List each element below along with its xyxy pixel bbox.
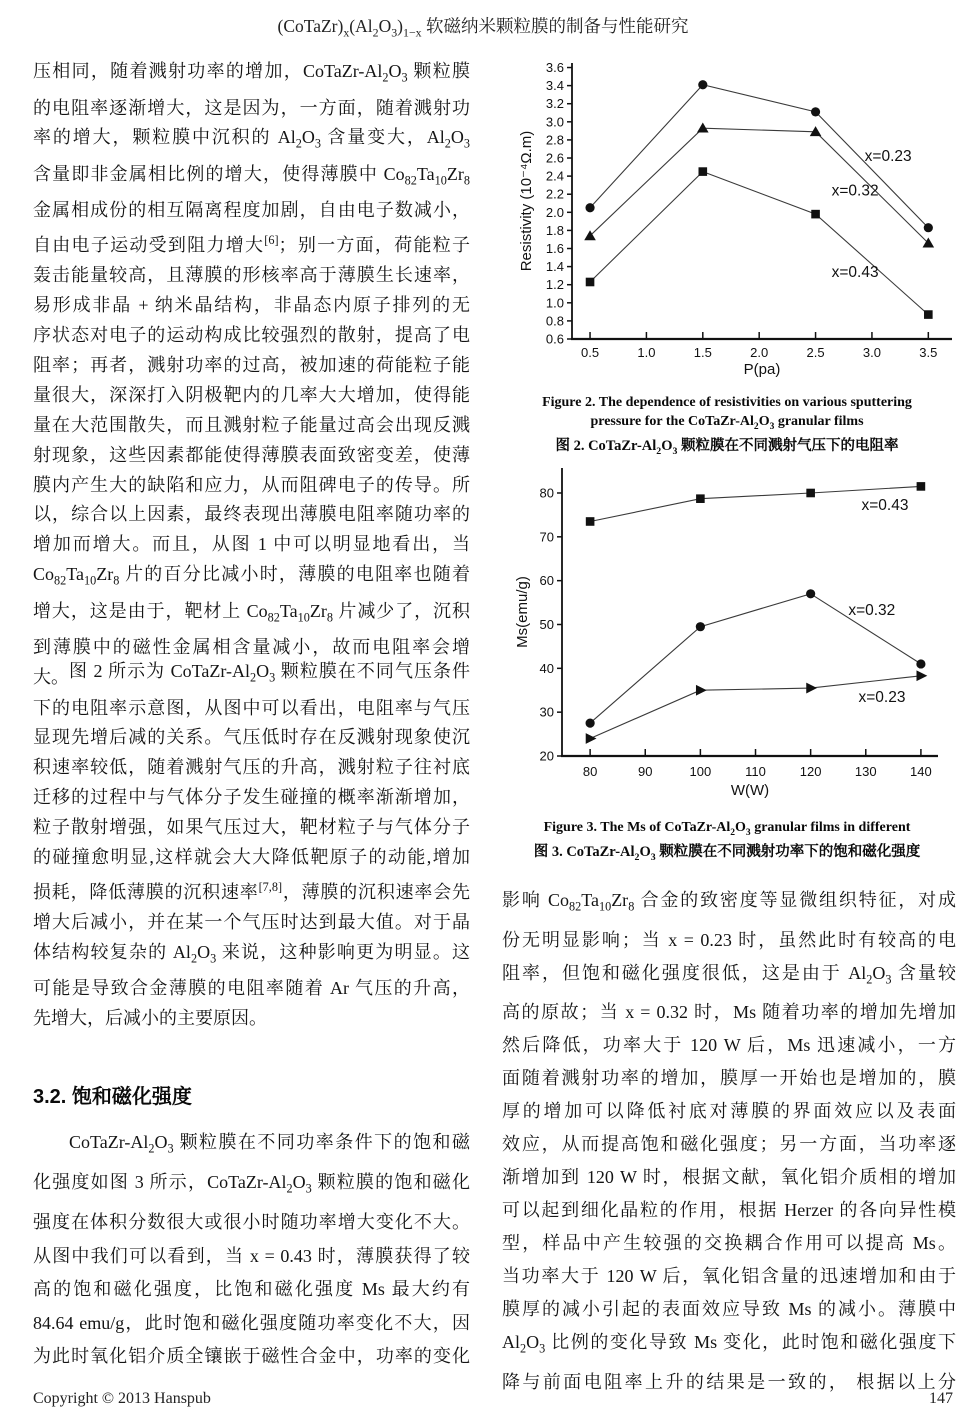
svg-text:1.8: 1.8 (545, 222, 564, 238)
figure2-caption (498, 394, 956, 462)
text-line: 膜厚的减小引起的表面效应导致 Ms 的减小。薄膜中 (502, 1299, 956, 1320)
text-line: 迁移的过程中与气体分子发生碰撞的概率渐渐增加， (33, 787, 470, 808)
figure3-caption (498, 819, 956, 868)
svg-text:2.0: 2.0 (545, 204, 564, 220)
text-line: 自由电子运动受到阻力增大[6]；别一方面，荷能粒子 (33, 233, 471, 256)
text-line: 可能是导致合金薄膜的电阻率随着 Ar 气压的升高， (33, 978, 470, 999)
text-line: 率的增大，颗粒膜中沉积的 $Al_2O_3$ 含量变大，$Al_2O_3$ (33, 127, 471, 151)
svg-text:1.0: 1.0 (545, 295, 564, 311)
svg-text:3.0: 3.0 (545, 114, 564, 130)
text-line: $Al_2O_3$ 比例的变化导致 Ms 变化，此时饱和磁化强度下 (502, 1332, 956, 1356)
text-line: 阻率，但饱和磁化强度很低，这是由于 $Al_2O_3$ 含量较 (502, 962, 957, 987)
text-line: 面随着溅射功率的增加，膜厚一开始也是增加的，膜 (502, 1068, 956, 1089)
text-line: 积速率较低，随着溅射气压的升高，溅射粒子往衬底 (33, 757, 470, 778)
svg-text:x=0.43: x=0.43 (831, 263, 879, 281)
figure3-caption-en: Figure 3. The Ms of CoTaZr-$Al_2O_3$ granular films in different (543, 820, 911, 838)
svg-text:80: 80 (539, 485, 554, 501)
text-line: 增加而增大。而且，从图 1 中可以明显地看出，当 (33, 534, 470, 555)
figure2-caption-en-line1: Figure 2. The dependence of resistivities on various sputtering (542, 395, 912, 410)
text-line: 的碰撞愈明显,这样就会大大降低靶原子的动能,增加 (33, 847, 470, 868)
svg-text:1.6: 1.6 (545, 241, 564, 257)
paragraph-ms-discussion (502, 884, 956, 1399)
svg-text:0.6: 0.6 (545, 331, 564, 347)
svg-text:2.4: 2.4 (545, 168, 564, 184)
text-line: 损耗，降低薄膜的沉积速率[7,8]，薄膜的沉积速率会先 (33, 879, 471, 902)
svg-text:70: 70 (539, 529, 554, 545)
svg-text:0.8: 0.8 (545, 313, 564, 329)
svg-text:W(W): W(W) (730, 782, 770, 798)
text-line: 然后降低，功率大于 120 W 后，Ms 迅速减小，一方 (502, 1035, 956, 1056)
text-line: 大。 (33, 667, 69, 688)
text-line: 渐增加到 120 W 时，根据文献，氧化铝介质相的增加 (502, 1167, 956, 1188)
text-line: 体结构较复杂的 $Al_2O_3$ 来说，这种影响更为明显。这 (33, 941, 471, 966)
svg-text:1.4: 1.4 (545, 259, 564, 275)
svg-text:3.2: 3.2 (545, 96, 564, 112)
text-line: 从图中我们可以看到，当 x = 0.43 时，薄膜获得了较 (33, 1245, 470, 1266)
text-line: 效应，从而提高饱和磁化强度；另一方面，当功率逐 (502, 1134, 956, 1155)
text-line: 可以起到细化晶粒的作用，根据 Herzer 的各向异性模 (502, 1200, 956, 1221)
svg-text:80: 80 (582, 764, 598, 779)
svg-text:Ms(emu/g): Ms(emu/g) (514, 576, 531, 648)
svg-text:x=0.23: x=0.23 (858, 688, 906, 706)
svg-text:Resistivity (10⁻⁴Ω.m): Resistivity (10⁻⁴Ω.m) (518, 130, 535, 272)
text-line: 压相同，随着溅射功率的增加，CoTaZr-$Al_2O_3$ 颗粒膜 (33, 61, 471, 85)
svg-text:2.0: 2.0 (750, 345, 769, 360)
text-line: 易形成非晶 + 纳米晶结构，非晶态内原子排列的无 (33, 295, 470, 316)
text-line: 当功率大于 120 W 后，氧化铝含量的迅速增加和由于 (502, 1266, 956, 1287)
svg-text:x=0.32: x=0.32 (831, 182, 879, 200)
svg-text:100: 100 (689, 764, 712, 779)
paragraph-saturation-magnetization (33, 1126, 470, 1374)
text-line: 序状态对电子的运动构成比较强烈的散射，提高了电 (33, 325, 470, 346)
svg-text:0.5: 0.5 (581, 345, 600, 360)
svg-text:120: 120 (799, 764, 822, 779)
svg-text:40: 40 (539, 660, 554, 676)
footer-page-number: 147 (929, 1390, 953, 1407)
text-line: 以，综合以上因素，最终表现出薄膜电阻率随功率的 (33, 504, 470, 525)
figure3-caption-zh: 图 3. CoTaZr-$Al_2O_3$ 颗粒膜在不同溅射功率下的饱和磁化强度 (533, 844, 921, 864)
svg-text:1.5: 1.5 (693, 345, 712, 360)
svg-text:60: 60 (539, 573, 554, 589)
figure3-chart (500, 460, 956, 798)
paragraph-resistivity-power (33, 57, 470, 693)
svg-text:130: 130 (854, 764, 877, 779)
text-line: 厚的增加可以降低衬底对薄膜的界面效应以及表面 (502, 1101, 956, 1122)
text-line: 图 2 所示为 CoTaZr-$Al_2O_3$ 颗粒膜在不同气压条件 (69, 661, 471, 685)
text-line: 先增大，后减小的主要原因。 (33, 1008, 267, 1029)
text-line: 金属相成份的相互隔离程度加剧，自由电子数减小， (33, 200, 470, 221)
svg-text:2.2: 2.2 (545, 186, 564, 202)
text-line: 影响 $Co_{82}Ta_{10}Zr_8$ 合金的致密度等显微组织特征，对成 (502, 890, 956, 914)
text-line: 强度在体积分数很大或很小时随功率增大变化不大。 (33, 1212, 470, 1233)
text-line: 84.64 emu/g，此时饱和磁化强度随功率变化不大，因 (33, 1312, 470, 1333)
svg-text:x=0.23: x=0.23 (864, 148, 912, 166)
text-line: 高的饱和磁化强度，比饱和磁化强度 Ms 最大约有 (33, 1279, 470, 1300)
figure2-chart (500, 55, 956, 387)
svg-text:3.0: 3.0 (862, 345, 881, 360)
svg-text:140: 140 (910, 764, 932, 779)
svg-text:3.4: 3.4 (545, 78, 564, 94)
svg-text:2.5: 2.5 (806, 345, 825, 360)
svg-text:110: 110 (745, 764, 766, 779)
text-line: 轰击能量较高，且薄膜的形核率高于薄膜生长速率， (33, 265, 470, 286)
figure2-caption-zh: 图 2. CoTaZr-$Al_2O_3$ 颗粒膜在不同溅射气压下的电阻率 (555, 437, 899, 457)
text-line: $Co_{82}Ta_{10}Zr_8$ 片的百分比减小时，薄膜的电阻率也随着 (33, 564, 470, 588)
svg-text:20: 20 (539, 748, 554, 764)
svg-text:2.8: 2.8 (545, 132, 564, 148)
svg-text:3.6: 3.6 (545, 60, 564, 76)
text-line: 份无明显影响；当 x = 0.23 时，虽然此时有较高的电 (502, 929, 956, 950)
svg-text:3.5: 3.5 (919, 345, 938, 360)
text-line: 增大后减小，并在某一个气压时达到最大值。对于晶 (33, 911, 470, 932)
text-line: 量很大，深深打入阴极靶内的几率大大增加，使得能 (33, 384, 470, 405)
text-line: 阻率；再者，溅射功率的过高，被加速的荷能粒子能 (33, 354, 470, 375)
svg-text:x=0.32: x=0.32 (848, 601, 896, 619)
figure2-caption-en-line2: pressure for the CoTaZr-$Al_2O_3$ granular films (590, 413, 864, 432)
text-line: 降与前面电阻率上升的结果是一致的， 根据以上分 (502, 1371, 956, 1392)
svg-text:1.0: 1.0 (637, 345, 656, 360)
text-line: 化强度如图 3 所示，CoTaZr-$Al_2O_3$ 颗粒膜的饱和磁化 (33, 1172, 471, 1196)
text-line: 为此时氧化铝介质全镶嵌于磁性合金中，功率的变化 (33, 1346, 470, 1367)
svg-text:90: 90 (638, 764, 653, 779)
paper-title: $(CoTaZr)_x(Al_2O_3)_{1-x}$ 软磁纳米颗粒膜的制备与性能研究 (277, 16, 689, 40)
paragraph-figure2-discussion (33, 657, 470, 1034)
text-line: 显现先增后减的关系。气压低时存在反溅射现象使沉 (33, 727, 470, 748)
text-line: 射现象，这些因素都能使得薄膜表面致密变差，使薄 (33, 444, 470, 465)
text-line: 的电阻率逐渐增大，这是因为，一方面，随着溅射功 (33, 97, 470, 118)
svg-text:x=0.43: x=0.43 (861, 496, 909, 514)
footer-copyright: Copyright © 2013 Hanspub (33, 1390, 211, 1407)
svg-text:2.6: 2.6 (545, 150, 564, 166)
text-line: 下的电阻率示意图，从图中可以看出，电阻率与气压 (33, 697, 470, 718)
text-line: 量在大范围散失，而且溅射粒子能量过高会出现反溅 (33, 414, 470, 435)
text-line: 型，样品中产生较强的交换耦合作用可以提高 Ms。 (502, 1233, 956, 1254)
text-line: CoTaZr-$Al_2O_3$ 颗粒膜在不同功率条件下的饱和磁 (69, 1132, 470, 1156)
svg-text:1.2: 1.2 (545, 277, 564, 293)
text-line: 增大，这是由于，靶材上 $Co_{82}Ta_{10}Zr_8$ 片减少了，沉积 (33, 600, 470, 625)
text-line: 高的原故；当 x = 0.32 时，Ms 随着功率的增加先增加 (502, 1002, 956, 1023)
text-line: 含量即非金属相比例的增大，使得薄膜中 $Co_{82}Ta_{10}Zr_8$ (33, 163, 470, 188)
svg-text:30: 30 (539, 704, 554, 720)
section-heading: 3.2. 饱和磁化强度 (33, 1086, 192, 1108)
svg-text:P(pa): P(pa) (743, 361, 781, 378)
text-line: 粒子散射增强，如果气压过大，靶材粒子与气体分子 (33, 817, 470, 838)
text-line: 膜内产生大的缺陷和应力，从而阻碑电子的传导。所 (33, 474, 470, 495)
svg-text:50: 50 (539, 616, 554, 632)
text-line: 到薄膜中的磁性金属相含量减小，故而电阻率会增 (33, 637, 470, 658)
